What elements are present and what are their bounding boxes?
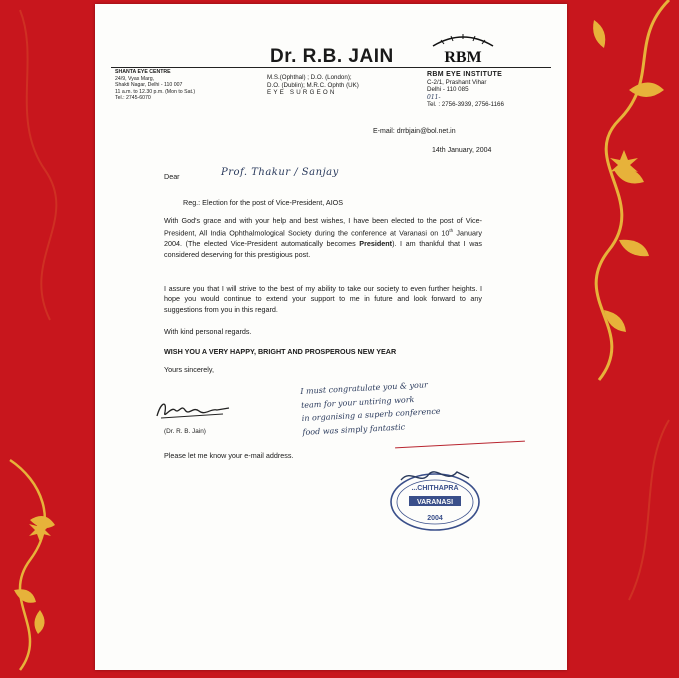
salutation: Dear	[164, 172, 180, 181]
stamp-seal-icon	[387, 466, 483, 534]
qualification-line: D.O. (Dublin); M.R.C. Ophth (UK)	[267, 81, 359, 89]
handwritten-note	[300, 372, 547, 439]
note-line: I must congratulate you & your	[300, 380, 429, 396]
clinic-name: SHANTA EYE CENTRE	[115, 69, 171, 75]
paragraph-1: With God's grace and with your help and best wishes, I have been elected to the post of Vice-President, All India Ophthalmological Society during the conference at Varanasi on 10th January 2004. (The elected Vice-President automatically becomes President). I am thankful that I was considered deserving for this prestigious post.	[164, 216, 482, 259]
qualifications	[267, 74, 387, 97]
letter-date: 14th January, 2004	[432, 147, 492, 154]
closing-line: Yours sincerely,	[164, 365, 214, 374]
paragraph-2: I assure you that I will strive to the best of my ability to take our society to even further heights. I hope you would continue to extend your support to me in future and look forward to any suggestions from you in this regard.	[164, 284, 482, 314]
clinic-address-left	[115, 69, 245, 102]
doctor-name: Dr. R.B. JAIN	[270, 46, 394, 67]
phone-line: Tel. : 2756-3939, 2756-1166	[427, 101, 504, 109]
email-line: E-mail: drrbjain@bol.net.in	[373, 128, 456, 135]
signature-icon	[153, 396, 233, 424]
address-line: C-2/1, Prashant Vihar	[427, 78, 487, 86]
note-line: food was simply fantastic	[302, 422, 406, 437]
subject-line: Reg.: Election for the post of Vice-President, AIOS	[183, 198, 344, 207]
floral-ornament-left	[0, 0, 95, 678]
specialty: EYE SURGEON	[267, 89, 337, 97]
logo-text: RBM	[444, 49, 482, 66]
institute-address-right	[427, 71, 557, 109]
rbm-logo-icon	[425, 32, 501, 70]
regards-line: With kind personal regards.	[164, 327, 252, 336]
stamp-middle-text: VARANASI	[416, 499, 454, 506]
note-underline	[395, 441, 525, 449]
qualification-line: M.S.(Ophthal) ; D.O. (London);	[267, 74, 352, 81]
letterhead-rule	[111, 67, 551, 68]
address-line: Shakti Nagar, Delhi - 110 007	[115, 82, 183, 89]
note-line: in organising a superb conference	[301, 406, 441, 423]
stamp-bottom-text: 2004	[427, 515, 443, 522]
note-line: team for your untiring work	[300, 394, 415, 410]
address-line: Tel.: 2745-6070	[115, 95, 151, 102]
address-line: 11 a.m. to 12.30 p.m. (Mon to Sat.)	[115, 88, 196, 95]
area-code-handwritten: 011-	[427, 93, 441, 101]
address-line: 24/9, Vyas Marg,	[115, 75, 155, 82]
new-year-wish: WISH YOU A VERY HAPPY, BRIGHT AND PROSPEROUS NEW YEAR	[164, 347, 397, 356]
stamp-top-text: ...CHITHAPRA	[411, 485, 459, 492]
signatory-name: (Dr. R. B. Jain)	[164, 428, 206, 435]
letter-paper	[95, 4, 567, 670]
institute-name: RBM EYE INSTITUTE	[427, 71, 503, 78]
postscript: Please let me know your e-mail address.	[164, 451, 294, 460]
floral-ornament-right	[569, 0, 679, 678]
addressee-handwritten: Prof. Thakur / Sanjay	[221, 167, 339, 178]
address-line: Delhi - 110 085	[427, 86, 469, 94]
